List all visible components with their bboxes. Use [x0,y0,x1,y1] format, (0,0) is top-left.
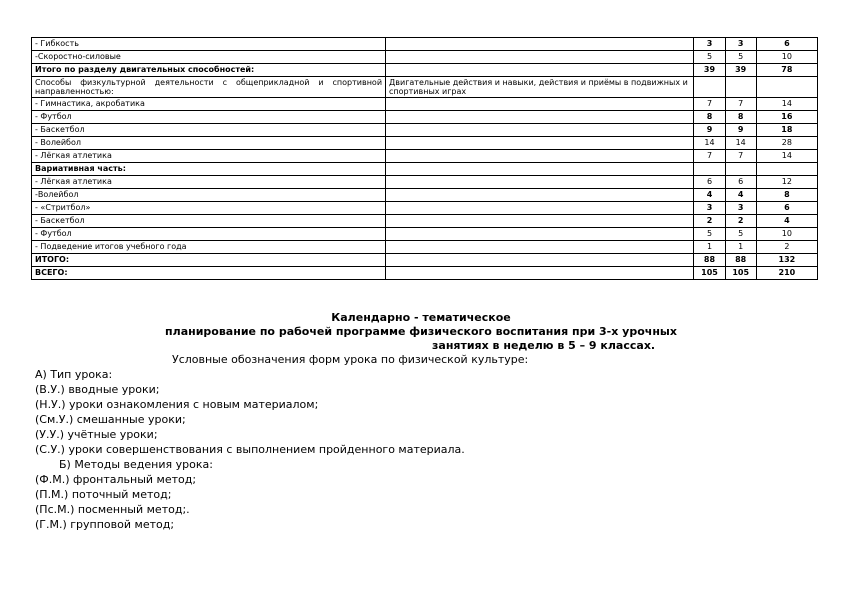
legend-line: (Г.М.) групповой метод; [35,518,175,531]
row-label-cell: - Волейбол [32,137,386,150]
plan-table [31,37,818,280]
row-hours-b-cell: 14 [725,137,756,150]
table-row [32,77,818,98]
row-hours-b-cell: 39 [725,64,756,77]
row-activity-cell [386,98,694,111]
row-label-cell: - Гибкость [32,38,386,51]
row-hours-a-cell: 3 [694,38,725,51]
row-total-cell: 16 [756,111,817,124]
row-label-cell: - Баскетбол [32,124,386,137]
row-activity-cell [386,124,694,137]
row-activity-cell [386,111,694,124]
row-activity-cell [386,267,694,280]
table-row [32,228,818,241]
row-hours-b-cell: 8 [725,111,756,124]
row-activity-cell: Двигательные действия и навыки, действия и приёмы в подвижных и спортивных играх [386,77,694,98]
row-hours-b-cell: 6 [725,176,756,189]
plan-table-body [32,38,818,280]
row-total-cell: 28 [756,137,817,150]
row-total-cell [756,163,817,176]
row-activity-cell [386,189,694,202]
row-label-cell: ВСЕГО: [32,267,386,280]
row-hours-b-cell: 105 [725,267,756,280]
row-hours-a-cell: 2 [694,215,725,228]
row-hours-a-cell: 39 [694,64,725,77]
row-label-cell: Вариативная часть: [32,163,386,176]
row-hours-a-cell: 5 [694,228,725,241]
row-total-cell: 14 [756,98,817,111]
legend-line: (Н.У.) уроки ознакомления с новым материалом; [35,398,319,411]
row-hours-a-cell: 3 [694,202,725,215]
legend-line: (См.У.) смешанные уроки; [35,413,186,426]
legend-line: А) Тип урока: [35,368,113,381]
row-activity-cell [386,38,694,51]
row-label-cell: - Баскетбол [32,215,386,228]
table-row [32,111,818,124]
row-hours-a-cell: 7 [694,98,725,111]
row-activity-cell [386,64,694,77]
row-label-cell: -Волейбол [32,189,386,202]
row-hours-a-cell: 8 [694,111,725,124]
row-label-cell: - Лёгкая атлетика [32,176,386,189]
row-activity-cell [386,202,694,215]
row-label-cell: - Футбол [32,228,386,241]
row-label-cell: Способы физкультурной деятельности с общеприкладной и спортивной направленностью: [32,77,386,98]
table-row [32,267,818,280]
heading-line-1: Календарно - тематическое [331,311,511,324]
table-row [32,163,818,176]
legend-line: (С.У.) уроки совершенствования с выполнением пройденного материала. [35,443,465,456]
table-row [32,241,818,254]
row-total-cell: 12 [756,176,817,189]
table-row [32,215,818,228]
row-hours-b-cell: 7 [725,98,756,111]
heading-line-3: занятиях в неделю в 5 – 9 классах. [432,339,656,352]
row-activity-cell [386,241,694,254]
row-hours-b-cell [725,163,756,176]
legend-line: Б) Методы ведения урока: [59,458,213,471]
row-total-cell: 210 [756,267,817,280]
row-activity-cell [386,163,694,176]
row-total-cell [756,77,817,98]
row-total-cell: 78 [756,64,817,77]
row-hours-a-cell [694,77,725,98]
row-label-cell: - Гимнастика, акробатика [32,98,386,111]
table-row [32,202,818,215]
row-hours-b-cell: 2 [725,215,756,228]
row-total-cell: 8 [756,189,817,202]
row-hours-b-cell: 7 [725,150,756,163]
table-row [32,137,818,150]
row-hours-b-cell: 5 [725,228,756,241]
table-row [32,51,818,64]
table-row [32,176,818,189]
row-total-cell: 6 [756,202,817,215]
table-row [32,38,818,51]
row-hours-a-cell: 7 [694,150,725,163]
row-label-cell: - Футбол [32,111,386,124]
row-total-cell: 18 [756,124,817,137]
row-activity-cell [386,150,694,163]
row-activity-cell [386,51,694,64]
legend-line: (П.М.) поточный метод; [35,488,172,501]
row-activity-cell [386,228,694,241]
row-hours-b-cell: 4 [725,189,756,202]
row-hours-a-cell: 14 [694,137,725,150]
row-hours-a-cell [694,163,725,176]
legend-intro: Условные обозначения форм урока по физической культуре: [172,353,529,366]
legend-line: (Пс.М.) посменный метод;. [35,503,190,516]
row-hours-a-cell: 4 [694,189,725,202]
row-total-cell: 132 [756,254,817,267]
table-row [32,254,818,267]
row-hours-a-cell: 9 [694,124,725,137]
row-activity-cell [386,215,694,228]
row-activity-cell [386,137,694,150]
row-total-cell: 10 [756,228,817,241]
row-label-cell: - «Стритбол» [32,202,386,215]
row-total-cell: 14 [756,150,817,163]
row-hours-a-cell: 88 [694,254,725,267]
row-label-cell: - Лёгкая атлетика [32,150,386,163]
row-hours-a-cell: 1 [694,241,725,254]
legend-line: (В.У.) вводные уроки; [35,383,160,396]
table-row [32,189,818,202]
row-hours-b-cell: 3 [725,202,756,215]
row-label-cell: Итого по разделу двигательных способностей: [32,64,386,77]
row-hours-b-cell: 5 [725,51,756,64]
row-total-cell: 10 [756,51,817,64]
row-hours-b-cell: 88 [725,254,756,267]
row-hours-b-cell: 9 [725,124,756,137]
row-hours-b-cell [725,77,756,98]
row-label-cell: -Скоростно-силовые [32,51,386,64]
row-hours-b-cell: 3 [725,38,756,51]
row-hours-b-cell: 1 [725,241,756,254]
row-total-cell: 2 [756,241,817,254]
row-activity-cell [386,254,694,267]
table-row [32,124,818,137]
row-total-cell: 4 [756,215,817,228]
table-row [32,150,818,163]
table-row [32,98,818,111]
row-label-cell: ИТОГО: [32,254,386,267]
row-hours-a-cell: 105 [694,267,725,280]
row-activity-cell [386,176,694,189]
row-hours-a-cell: 5 [694,51,725,64]
legend-line: (У.У.) учётные уроки; [35,428,158,441]
row-label-cell: - Подведение итогов учебного года [32,241,386,254]
table-row [32,64,818,77]
row-hours-a-cell: 6 [694,176,725,189]
heading-line-2: планирование по рабочей программе физического воспитания при 3-х урочных [165,325,677,338]
legend-line: (Ф.М.) фронтальный метод; [35,473,197,486]
row-total-cell: 6 [756,38,817,51]
